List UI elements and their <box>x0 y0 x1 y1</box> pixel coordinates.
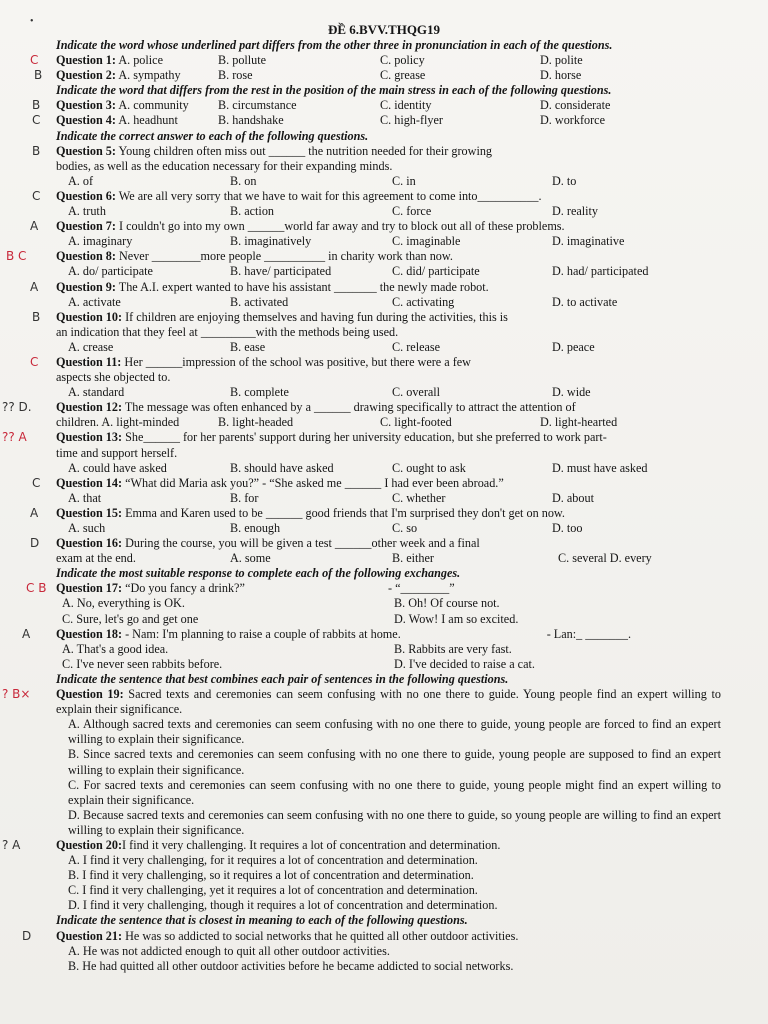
question-1 <box>30 53 721 68</box>
option-d[interactable]: D. workforce <box>540 113 605 128</box>
question-label: Question 14: <box>56 475 123 490</box>
option-a[interactable]: A. do/ participate <box>68 264 153 279</box>
question-label: Question 7: <box>56 219 116 234</box>
option-c[interactable]: C. activating <box>392 294 455 309</box>
margin-mark: C <box>30 53 39 68</box>
option-d[interactable]: D. every <box>609 551 652 566</box>
option-a[interactable]: A. standard <box>68 385 125 400</box>
option-b[interactable]: B. I find it very challenging, so it requires a lot of concentration and determination. <box>68 868 474 883</box>
question-2 <box>34 68 721 83</box>
option-a[interactable]: A. truth <box>68 204 106 219</box>
question-label: Question 12: <box>56 400 123 415</box>
option-a[interactable]: A. I find it very challenging, for it requires a lot of concentration and determination. <box>68 853 478 868</box>
question-label: Question 5: <box>56 143 116 158</box>
option-d[interactable]: D. considerate <box>540 98 611 113</box>
question-9 <box>30 279 721 310</box>
option-b[interactable]: B. handshake <box>218 113 284 128</box>
margin-mark: ? A <box>2 837 21 852</box>
option-b[interactable]: B. Rabbits are very fast. <box>394 641 512 656</box>
option-b[interactable]: B. enough <box>230 521 281 535</box>
option-b[interactable]: B. activated <box>230 294 289 309</box>
margin-mark: B <box>34 68 43 83</box>
option-b[interactable]: B. have/ participated <box>230 264 332 279</box>
question-text: Never ________more people __________ in charity work than now. <box>118 249 453 264</box>
question-text: Her ______impression of the school was positive, but there were a few <box>124 354 471 369</box>
question-label: Question 2: <box>56 68 116 83</box>
option-b[interactable]: B. pollute <box>218 53 267 68</box>
option-c[interactable]: C. whether <box>392 490 446 505</box>
question-label: Question 15: <box>56 505 123 520</box>
option-b[interactable]: B. Oh! Of course not. <box>394 596 500 611</box>
option-d[interactable]: D. Wow! I am so excited. <box>394 611 519 626</box>
option-b[interactable]: B. either <box>392 551 434 566</box>
option-b[interactable]: B. imaginatively <box>230 234 312 249</box>
question-4 <box>32 113 721 128</box>
option-a[interactable]: A. He was not addicted enough to quit all other outdoor activities. <box>68 943 390 958</box>
option-c[interactable]: C. so <box>392 521 418 535</box>
option-c[interactable]: C. in <box>392 173 416 188</box>
question-label: Question 6: <box>56 188 116 203</box>
margin-mark: ? B× <box>2 687 31 702</box>
option-a[interactable]: A. headhunt <box>118 113 178 128</box>
option-d[interactable]: D. wide <box>552 385 591 400</box>
question-text: During the course, you will be given a test ______other week and a final <box>125 536 480 551</box>
option-b[interactable]: B. light-headed <box>218 415 294 430</box>
question-10 <box>32 309 721 355</box>
option-a[interactable]: A. light-minded <box>101 415 180 430</box>
option-d[interactable]: D. I find it very challenging, though it requires a lot of concentration and determination. <box>68 898 498 913</box>
question-12 <box>2 400 721 430</box>
option-d[interactable]: D. to <box>552 173 577 188</box>
question-text: Young children often miss out ______ the nutrition needed for their growing <box>118 143 493 158</box>
option-c[interactable]: C. grease <box>380 68 426 83</box>
margin-mark: C <box>30 354 39 369</box>
question-text-cont: aspects she objected to. <box>56 370 171 385</box>
question-label: Question 1: <box>56 53 116 68</box>
option-c[interactable]: C. force <box>392 204 432 219</box>
margin-mark: C B <box>26 581 47 596</box>
margin-mark: A <box>30 279 39 294</box>
question-7 <box>30 219 721 249</box>
option-b[interactable]: B. He had quitted all other outdoor activities before he became addicted to social networks. <box>68 958 514 973</box>
question-text-cont: time and support herself. <box>56 445 178 460</box>
option-a[interactable]: A. Although sacred texts and ceremonies can seem confusing with no one there to guide, young people are forced to find an expert willing to explain their significance. <box>68 717 721 747</box>
question-16 <box>30 536 721 566</box>
question-19 <box>2 687 721 838</box>
question-text: - Nam: I'm planning to raise a couple of rabbits at home. <box>125 626 401 641</box>
option-c[interactable]: C. did/ participate <box>392 264 480 279</box>
option-a[interactable]: A. such <box>68 521 106 535</box>
option-d[interactable]: D. polite <box>540 53 583 68</box>
option-c[interactable]: C. imaginable <box>392 234 461 249</box>
question-label: Question 3: <box>56 98 116 113</box>
margin-mark: ?? D. <box>2 400 32 415</box>
option-c[interactable]: C. several <box>558 551 607 566</box>
option-b[interactable]: B. ease <box>230 339 266 354</box>
section-exchanges: Indicate the most suitable response to complete each of the following exchanges. <box>56 566 461 581</box>
option-b[interactable]: B. rose <box>218 68 253 83</box>
option-d[interactable]: D. peace <box>552 339 595 354</box>
question-3 <box>32 98 721 113</box>
option-a[interactable]: A. of <box>68 173 94 188</box>
option-c[interactable]: C. ought to ask <box>392 460 466 475</box>
margin-mark: C <box>32 113 41 128</box>
question-text-cont: an indication that they feel at _________with the methods being used. <box>56 324 399 339</box>
option-b[interactable]: B. should have asked <box>230 460 334 475</box>
question-label: Question 21: <box>56 928 123 943</box>
question-text: The A.I. expert wanted to have his assistant _______ the newly made robot. <box>118 279 489 294</box>
question-text: The message was often enhanced by a ______ drawing specifically to attract the attention of <box>124 400 576 415</box>
option-c[interactable]: C. identity <box>380 98 432 113</box>
question-label: Question 17: <box>56 581 123 596</box>
option-c[interactable]: C. release <box>392 339 441 354</box>
option-d[interactable]: D. had/ participated <box>552 264 649 279</box>
question-20 <box>2 837 721 913</box>
question-6 <box>32 188 721 219</box>
question-text: He was so addicted to social networks that he quitted all other outdoor activities. <box>125 928 519 943</box>
question-5 <box>32 143 721 189</box>
option-b[interactable]: B. complete <box>230 385 289 400</box>
option-a[interactable]: A. crease <box>68 339 114 354</box>
question-18 <box>22 626 721 672</box>
question-11 <box>30 354 721 400</box>
option-a[interactable]: A. sympathy <box>118 68 181 83</box>
margin-mark: B <box>32 98 41 113</box>
section-combine: Indicate the sentence that best combines each pair of sentences in the following questions. <box>56 671 509 686</box>
question-14 <box>32 475 721 506</box>
question-label: Question 18: <box>56 626 123 641</box>
question-text: Emma and Karen used to be ______ good friends that I'm surprised they don't get on now. <box>125 505 565 520</box>
section-correct-answer: Indicate the correct answer to each of the following questions. <box>56 128 369 143</box>
option-c[interactable]: C. light-footed <box>380 415 452 430</box>
margin-mark: A <box>30 505 39 520</box>
option-a[interactable]: A. imaginary <box>68 234 133 249</box>
option-b[interactable]: B. action <box>230 204 275 219</box>
option-a[interactable]: A. That's a good idea. <box>62 641 169 656</box>
question-text: “What did Maria ask you?” - “She asked me ______ I had ever been abroad.” <box>125 475 504 490</box>
option-a[interactable]: A. that <box>68 490 102 505</box>
option-d[interactable]: D. light-hearted <box>540 415 618 430</box>
margin-mark: C <box>32 188 41 203</box>
option-a[interactable]: A. activate <box>68 294 121 309</box>
option-d[interactable]: D. to activate <box>552 294 618 309</box>
question-text-cont: children. <box>56 415 99 430</box>
margin-mark: B <box>32 309 41 324</box>
option-d[interactable]: D. I've decided to raise a cat. <box>394 656 535 671</box>
section-pronunciation: Indicate the word whose underlined part differs from the other three in pronunciation in each of the questions. <box>56 38 613 52</box>
exam-content <box>2 38 721 974</box>
question-label: Question 9: <box>56 279 116 294</box>
option-c[interactable]: C. policy <box>380 53 425 68</box>
question-label: Question 4: <box>56 113 116 128</box>
question-text: I find it very challenging. It requires a lot of concentration and determination. <box>122 837 501 852</box>
question-text-cont: exam at the end. <box>56 551 136 566</box>
question-text: We are all very sorry that we have to wait for this agreement to come into__________. <box>118 188 542 203</box>
question-8 <box>6 249 721 279</box>
option-c[interactable]: C. overall <box>392 385 441 400</box>
option-c[interactable]: C. high-flyer <box>380 113 443 128</box>
section-closest-meaning: Indicate the sentence that is closest in meaning to each of the following questions. <box>56 913 468 928</box>
option-d[interactable]: D. reality <box>552 204 599 219</box>
question-text: Sacred texts and ceremonies can seem confusing with no one there to guide. Young people find an expert willing to explain their significance. <box>56 687 721 717</box>
question-13 <box>2 430 721 475</box>
option-d[interactable]: D. about <box>552 490 594 505</box>
option-a[interactable]: A. police <box>118 53 163 68</box>
margin-mark: B C <box>6 249 27 264</box>
option-a[interactable]: A. No, everything is OK. <box>62 596 185 611</box>
question-text: She______ for her parents' support during her university education, but she preferred to work part- <box>125 430 607 445</box>
margin-mark: C <box>32 475 41 490</box>
reply-blank: - “________” <box>388 581 455 596</box>
margin-mark: ?? A <box>2 430 27 445</box>
question-label: Question 11: <box>56 354 122 369</box>
question-label: Question 13: <box>56 430 123 445</box>
option-d[interactable]: D. Because sacred texts and ceremonies can seem confusing with no one there to guide, so young people are willing to find an expert willing to explain their significance. <box>68 807 721 837</box>
question-21 <box>22 928 721 974</box>
margin-mark: B <box>32 143 41 158</box>
option-b[interactable]: B. Since sacred texts and ceremonies can seem confusing with no one there to guide, young people are supposed to find an expert willing to explain their significance. <box>68 747 721 777</box>
question-15 <box>30 505 721 536</box>
option-b[interactable]: B. for <box>230 490 259 505</box>
option-b[interactable]: B. on <box>230 173 257 188</box>
option-d[interactable]: D. must have asked <box>552 460 648 475</box>
option-a[interactable]: A. community <box>118 98 189 113</box>
option-d[interactable]: D. horse <box>540 68 582 83</box>
option-b[interactable]: B. circumstance <box>218 98 297 113</box>
page-title: ĐỀ 6.BVV.THQG19 <box>327 22 441 37</box>
margin-mark: D <box>22 928 32 943</box>
option-c[interactable]: C. For sacred texts and ceremonies can seem confusing with no one there to guide, young people might find an expert willing to explain their significance. <box>68 777 721 807</box>
option-c[interactable]: C. Sure, let's go and get one <box>62 611 199 626</box>
question-label: Question 8: <box>56 249 116 264</box>
margin-mark: A <box>22 626 31 641</box>
option-a[interactable]: A. could have asked <box>68 460 167 475</box>
reply-blank: - Lan:_ _______. <box>546 626 631 641</box>
option-d[interactable]: D. too <box>552 521 583 535</box>
question-label: Question 16: <box>56 536 123 551</box>
question-text: If children are enjoying themselves and having fun during the activities, this is <box>125 309 508 324</box>
option-c[interactable]: C. I've never seen rabbits before. <box>62 656 223 671</box>
question-label: Question 19: <box>56 687 124 702</box>
question-text: I couldn't go into my own ______world far away and try to block out all of these problems. <box>118 219 565 234</box>
option-c[interactable]: C. I find it very challenging, yet it requires a lot of concentration and determination. <box>68 883 478 898</box>
margin-mark: D <box>30 536 40 551</box>
corner-dot: • <box>30 16 34 27</box>
question-label: Question 10: <box>56 309 123 324</box>
question-text-cont: bodies, as well as the education necessary for their expanding minds. <box>56 158 393 173</box>
question-label: Question 20: <box>56 837 123 852</box>
option-a[interactable]: A. some <box>230 551 271 566</box>
margin-mark: A <box>30 219 39 234</box>
question-17 <box>26 581 721 626</box>
section-stress: Indicate the word that differs from the rest in the position of the main stress in each of the following questions. <box>56 83 612 98</box>
question-text: “Do you fancy a drink?” <box>125 581 245 596</box>
option-d[interactable]: D. imaginative <box>552 234 625 249</box>
